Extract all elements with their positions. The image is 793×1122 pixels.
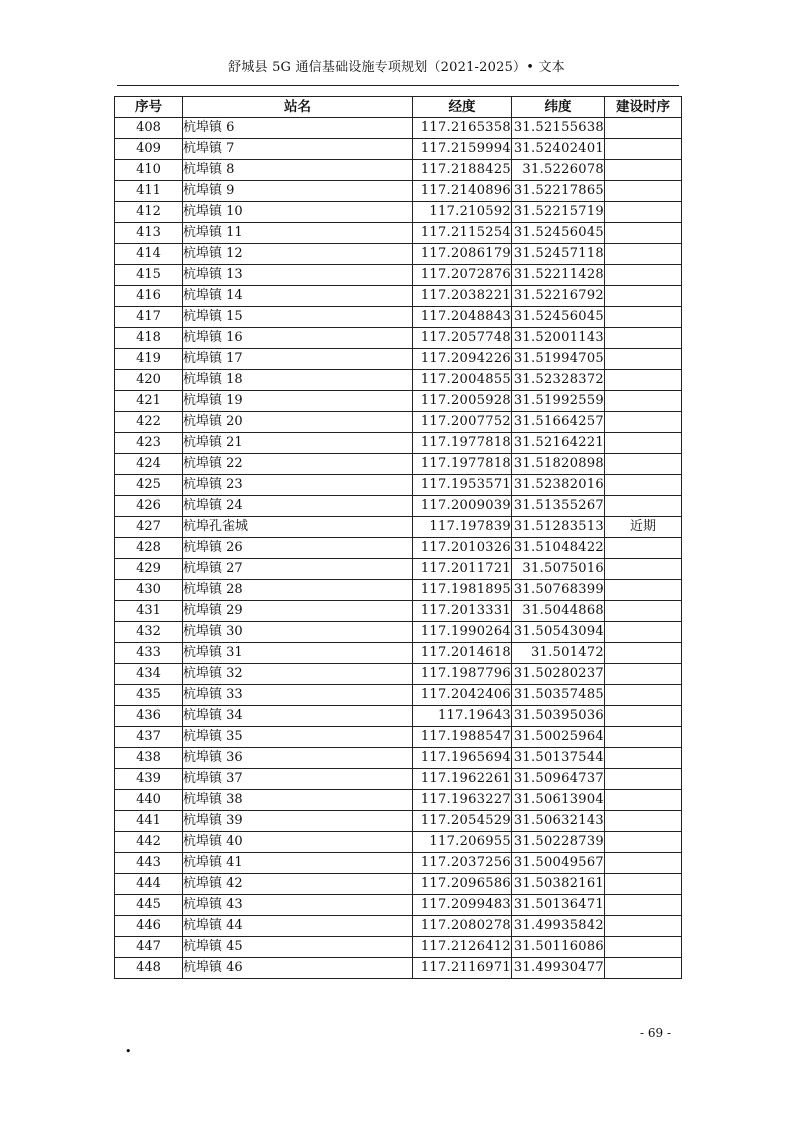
- cell-site-name: 杭埠镇 19: [183, 391, 413, 412]
- cell-index: 422: [115, 412, 183, 433]
- cell-longitude: 117.2159994: [413, 139, 512, 160]
- cell-site-name: 杭埠镇 7: [183, 139, 413, 160]
- cell-site-name: 杭埠镇 17: [183, 349, 413, 370]
- cell-latitude: 31.52456045: [512, 307, 605, 328]
- cell-site-name: 杭埠镇 9: [183, 181, 413, 202]
- cell-longitude: 117.2004855: [413, 370, 512, 391]
- cell-longitude: 117.2038221: [413, 286, 512, 307]
- cell-latitude: 31.50768399: [512, 580, 605, 601]
- cell-site-name: 杭埠镇 33: [183, 685, 413, 706]
- page-number: - 69 -: [640, 1026, 672, 1040]
- table-row: [115, 559, 682, 580]
- cell-index: 415: [115, 265, 183, 286]
- cell-latitude: 31.50382161: [512, 874, 605, 895]
- cell-site-name: 杭埠镇 8: [183, 160, 413, 181]
- cell-index: 427: [115, 517, 183, 538]
- cell-index: 418: [115, 328, 183, 349]
- cell-build-phase: [605, 223, 682, 244]
- cell-longitude: 117.2005928: [413, 391, 512, 412]
- cell-build-phase: [605, 118, 682, 139]
- cell-site-name: 杭埠孔雀城: [183, 517, 413, 538]
- header-divider: [117, 85, 679, 86]
- cell-index: 438: [115, 748, 183, 769]
- table-row: [115, 244, 682, 265]
- cell-build-phase: [605, 349, 682, 370]
- cell-site-name: 杭埠镇 14: [183, 286, 413, 307]
- cell-site-name: 杭埠镇 34: [183, 706, 413, 727]
- cell-longitude: 117.2042406: [413, 685, 512, 706]
- table-row: [115, 118, 682, 139]
- cell-longitude: 117.1953571: [413, 475, 512, 496]
- cell-index: 408: [115, 118, 183, 139]
- cell-longitude: 117.2011721: [413, 559, 512, 580]
- cell-longitude: 117.2048843: [413, 307, 512, 328]
- table-row: [115, 433, 682, 454]
- column-header-build-phase: 建设时序: [605, 97, 682, 118]
- table-row: [115, 496, 682, 517]
- cell-build-phase: [605, 496, 682, 517]
- cell-index: 428: [115, 538, 183, 559]
- table-row: [115, 349, 682, 370]
- table-row: [115, 832, 682, 853]
- table-row: [115, 265, 682, 286]
- table-row: [115, 811, 682, 832]
- cell-index: 439: [115, 769, 183, 790]
- cell-build-phase: [605, 727, 682, 748]
- cell-site-name: 杭埠镇 11: [183, 223, 413, 244]
- cell-build-phase: [605, 412, 682, 433]
- column-header-site-name: 站名: [183, 97, 413, 118]
- table-row: [115, 454, 682, 475]
- cell-site-name: 杭埠镇 32: [183, 664, 413, 685]
- cell-build-phase: [605, 790, 682, 811]
- cell-latitude: 31.50632143: [512, 811, 605, 832]
- cell-longitude: 117.2014618: [413, 643, 512, 664]
- cell-index: 433: [115, 643, 183, 664]
- table-row: [115, 769, 682, 790]
- cell-index: 443: [115, 853, 183, 874]
- cell-index: 434: [115, 664, 183, 685]
- cell-site-name: 杭埠镇 40: [183, 832, 413, 853]
- cell-longitude: 117.2057748: [413, 328, 512, 349]
- cell-longitude: 117.1962261: [413, 769, 512, 790]
- table-row: [115, 643, 682, 664]
- cell-longitude: 117.1977818: [413, 454, 512, 475]
- cell-index: 448: [115, 958, 183, 979]
- cell-latitude: 31.50280237: [512, 664, 605, 685]
- cell-longitude: 117.1988547: [413, 727, 512, 748]
- footer-bullet: •: [125, 1045, 132, 1058]
- cell-site-name: 杭埠镇 24: [183, 496, 413, 517]
- cell-latitude: 31.52328372: [512, 370, 605, 391]
- cell-site-name: 杭埠镇 22: [183, 454, 413, 475]
- cell-build-phase: [605, 916, 682, 937]
- cell-site-name: 杭埠镇 30: [183, 622, 413, 643]
- table-row: [115, 790, 682, 811]
- cell-latitude: 31.52457118: [512, 244, 605, 265]
- cell-build-phase: [605, 748, 682, 769]
- table-row: [115, 748, 682, 769]
- table-row: [115, 622, 682, 643]
- cell-site-name: 杭埠镇 28: [183, 580, 413, 601]
- table-row: [115, 727, 682, 748]
- cell-index: 409: [115, 139, 183, 160]
- cell-site-name: 杭埠镇 44: [183, 916, 413, 937]
- cell-index: 425: [115, 475, 183, 496]
- cell-build-phase: [605, 328, 682, 349]
- cell-index: 444: [115, 874, 183, 895]
- cell-build-phase: [605, 853, 682, 874]
- cell-index: 429: [115, 559, 183, 580]
- cell-index: 421: [115, 391, 183, 412]
- cell-latitude: 31.5044868: [512, 601, 605, 622]
- table-body: [115, 118, 682, 979]
- table-row: [115, 664, 682, 685]
- cell-build-phase: [605, 559, 682, 580]
- table-row: [115, 916, 682, 937]
- cell-index: 424: [115, 454, 183, 475]
- cell-site-name: 杭埠镇 23: [183, 475, 413, 496]
- cell-build-phase: [605, 454, 682, 475]
- cell-site-name: 杭埠镇 31: [183, 643, 413, 664]
- cell-index: 431: [115, 601, 183, 622]
- cell-longitude: 117.1977818: [413, 433, 512, 454]
- cell-longitude: 117.2054529: [413, 811, 512, 832]
- cell-latitude: 31.51992559: [512, 391, 605, 412]
- cell-longitude: 117.2096586: [413, 874, 512, 895]
- cell-site-name: 杭埠镇 42: [183, 874, 413, 895]
- cell-build-phase: [605, 622, 682, 643]
- cell-site-name: 杭埠镇 15: [183, 307, 413, 328]
- cell-latitude: 31.5226078: [512, 160, 605, 181]
- cell-build-phase: [605, 580, 682, 601]
- cell-build-phase: [605, 391, 682, 412]
- cell-build-phase: [605, 181, 682, 202]
- cell-latitude: 31.52382016: [512, 475, 605, 496]
- cell-site-name: 杭埠镇 21: [183, 433, 413, 454]
- cell-site-name: 杭埠镇 6: [183, 118, 413, 139]
- cell-longitude: 117.2094226: [413, 349, 512, 370]
- table-row: [115, 601, 682, 622]
- table-row: [115, 160, 682, 181]
- cell-index: 417: [115, 307, 183, 328]
- cell-longitude: 117.2099483: [413, 895, 512, 916]
- table-row: [115, 475, 682, 496]
- cell-longitude: 117.2013331: [413, 601, 512, 622]
- cell-latitude: 31.50228739: [512, 832, 605, 853]
- cell-latitude: 31.52211428: [512, 265, 605, 286]
- table-row: [115, 937, 682, 958]
- table-row: [115, 307, 682, 328]
- cell-site-name: 杭埠镇 16: [183, 328, 413, 349]
- site-coordinates-table: [114, 96, 682, 979]
- table-row: [115, 685, 682, 706]
- cell-build-phase: [605, 139, 682, 160]
- cell-build-phase: [605, 643, 682, 664]
- cell-longitude: 117.2086179: [413, 244, 512, 265]
- cell-latitude: 31.52215719: [512, 202, 605, 223]
- cell-build-phase: [605, 370, 682, 391]
- cell-latitude: 31.50395036: [512, 706, 605, 727]
- table-row: [115, 538, 682, 559]
- cell-index: 416: [115, 286, 183, 307]
- cell-longitude: 117.2165358: [413, 118, 512, 139]
- cell-longitude: 117.2080278: [413, 916, 512, 937]
- table-row: [115, 706, 682, 727]
- cell-latitude: 31.49930477: [512, 958, 605, 979]
- cell-longitude: 117.2140896: [413, 181, 512, 202]
- cell-index: 432: [115, 622, 183, 643]
- cell-index: 412: [115, 202, 183, 223]
- cell-build-phase: [605, 433, 682, 454]
- table-row: [115, 286, 682, 307]
- cell-latitude: 31.50543094: [512, 622, 605, 643]
- cell-index: 413: [115, 223, 183, 244]
- cell-index: 436: [115, 706, 183, 727]
- table-row: [115, 874, 682, 895]
- cell-site-name: 杭埠镇 29: [183, 601, 413, 622]
- cell-latitude: 31.51283513: [512, 517, 605, 538]
- cell-longitude: 117.19643: [413, 706, 512, 727]
- table-row: [115, 328, 682, 349]
- cell-longitude: 117.210592: [413, 202, 512, 223]
- cell-latitude: 31.52155638: [512, 118, 605, 139]
- table-row: [115, 223, 682, 244]
- cell-index: 419: [115, 349, 183, 370]
- cell-site-name: 杭埠镇 10: [183, 202, 413, 223]
- cell-longitude: 117.2126412: [413, 937, 512, 958]
- cell-latitude: 31.52402401: [512, 139, 605, 160]
- cell-build-phase: [605, 832, 682, 853]
- cell-index: 420: [115, 370, 183, 391]
- cell-longitude: 117.1990264: [413, 622, 512, 643]
- cell-build-phase: [605, 958, 682, 979]
- cell-site-name: 杭埠镇 13: [183, 265, 413, 286]
- cell-site-name: 杭埠镇 41: [183, 853, 413, 874]
- cell-latitude: 31.49935842: [512, 916, 605, 937]
- cell-latitude: 31.50116086: [512, 937, 605, 958]
- cell-build-phase: [605, 769, 682, 790]
- cell-latitude: 31.50137544: [512, 748, 605, 769]
- cell-index: 446: [115, 916, 183, 937]
- cell-index: 426: [115, 496, 183, 517]
- table-row: [115, 517, 682, 538]
- cell-latitude: 31.52456045: [512, 223, 605, 244]
- cell-build-phase: [605, 664, 682, 685]
- column-header-latitude: 纬度: [512, 97, 605, 118]
- cell-site-name: 杭埠镇 18: [183, 370, 413, 391]
- cell-site-name: 杭埠镇 45: [183, 937, 413, 958]
- cell-index: 430: [115, 580, 183, 601]
- cell-site-name: 杭埠镇 38: [183, 790, 413, 811]
- table-row: [115, 370, 682, 391]
- cell-longitude: 117.1987796: [413, 664, 512, 685]
- table-row: [115, 391, 682, 412]
- cell-site-name: 杭埠镇 43: [183, 895, 413, 916]
- table-row: [115, 958, 682, 979]
- cell-index: 447: [115, 937, 183, 958]
- cell-build-phase: [605, 286, 682, 307]
- cell-site-name: 杭埠镇 27: [183, 559, 413, 580]
- cell-build-phase: [605, 685, 682, 706]
- cell-latitude: 31.50136471: [512, 895, 605, 916]
- cell-longitude: 117.2115254: [413, 223, 512, 244]
- cell-latitude: 31.51994705: [512, 349, 605, 370]
- cell-latitude: 31.52216792: [512, 286, 605, 307]
- cell-index: 414: [115, 244, 183, 265]
- table-row: [115, 853, 682, 874]
- cell-longitude: 117.1963227: [413, 790, 512, 811]
- cell-longitude: 117.2037256: [413, 853, 512, 874]
- cell-longitude: 117.2010326: [413, 538, 512, 559]
- cell-build-phase: [605, 475, 682, 496]
- table-row: [115, 412, 682, 433]
- cell-longitude: 117.206955: [413, 832, 512, 853]
- table-row: [115, 139, 682, 160]
- cell-build-phase: [605, 538, 682, 559]
- cell-longitude: 117.2007752: [413, 412, 512, 433]
- cell-index: 423: [115, 433, 183, 454]
- cell-longitude: 117.197839: [413, 517, 512, 538]
- cell-index: 441: [115, 811, 183, 832]
- cell-site-name: 杭埠镇 46: [183, 958, 413, 979]
- cell-latitude: 31.52001143: [512, 328, 605, 349]
- cell-index: 435: [115, 685, 183, 706]
- page-header-title: 舒城县 5G 通信基础设施专项规划（2021-2025）• 文本: [228, 60, 565, 75]
- cell-build-phase: 近期: [605, 517, 682, 538]
- cell-latitude: 31.50613904: [512, 790, 605, 811]
- cell-latitude: 31.51820898: [512, 454, 605, 475]
- table-row: [115, 202, 682, 223]
- cell-latitude: 31.50049567: [512, 853, 605, 874]
- cell-latitude: 31.50964737: [512, 769, 605, 790]
- table-row: [115, 181, 682, 202]
- cell-site-name: 杭埠镇 12: [183, 244, 413, 265]
- cell-build-phase: [605, 937, 682, 958]
- cell-longitude: 117.2072876: [413, 265, 512, 286]
- cell-build-phase: [605, 601, 682, 622]
- cell-latitude: 31.51664257: [512, 412, 605, 433]
- cell-longitude: 117.1965694: [413, 748, 512, 769]
- cell-index: 442: [115, 832, 183, 853]
- cell-site-name: 杭埠镇 36: [183, 748, 413, 769]
- cell-build-phase: [605, 706, 682, 727]
- cell-latitude: 31.52217865: [512, 181, 605, 202]
- cell-site-name: 杭埠镇 20: [183, 412, 413, 433]
- cell-site-name: 杭埠镇 35: [183, 727, 413, 748]
- cell-index: 445: [115, 895, 183, 916]
- cell-build-phase: [605, 244, 682, 265]
- column-header-index: 序号: [115, 97, 183, 118]
- cell-latitude: 31.5075016: [512, 559, 605, 580]
- cell-latitude: 31.51355267: [512, 496, 605, 517]
- cell-site-name: 杭埠镇 39: [183, 811, 413, 832]
- cell-build-phase: [605, 160, 682, 181]
- cell-latitude: 31.50357485: [512, 685, 605, 706]
- cell-index: 411: [115, 181, 183, 202]
- cell-latitude: 31.501472: [512, 643, 605, 664]
- cell-build-phase: [605, 307, 682, 328]
- cell-latitude: 31.50025964: [512, 727, 605, 748]
- cell-index: 440: [115, 790, 183, 811]
- cell-index: 437: [115, 727, 183, 748]
- cell-longitude: 117.1981895: [413, 580, 512, 601]
- table-row: [115, 580, 682, 601]
- cell-longitude: 117.2188425: [413, 160, 512, 181]
- cell-build-phase: [605, 811, 682, 832]
- cell-build-phase: [605, 265, 682, 286]
- cell-site-name: 杭埠镇 26: [183, 538, 413, 559]
- table-row: [115, 895, 682, 916]
- cell-build-phase: [605, 874, 682, 895]
- cell-latitude: 31.51048422: [512, 538, 605, 559]
- column-header-longitude: 经度: [413, 97, 512, 118]
- cell-build-phase: [605, 895, 682, 916]
- cell-longitude: 117.2009039: [413, 496, 512, 517]
- table-header-row: [115, 97, 682, 118]
- cell-latitude: 31.52164221: [512, 433, 605, 454]
- cell-index: 410: [115, 160, 183, 181]
- cell-site-name: 杭埠镇 37: [183, 769, 413, 790]
- cell-build-phase: [605, 202, 682, 223]
- cell-longitude: 117.2116971: [413, 958, 512, 979]
